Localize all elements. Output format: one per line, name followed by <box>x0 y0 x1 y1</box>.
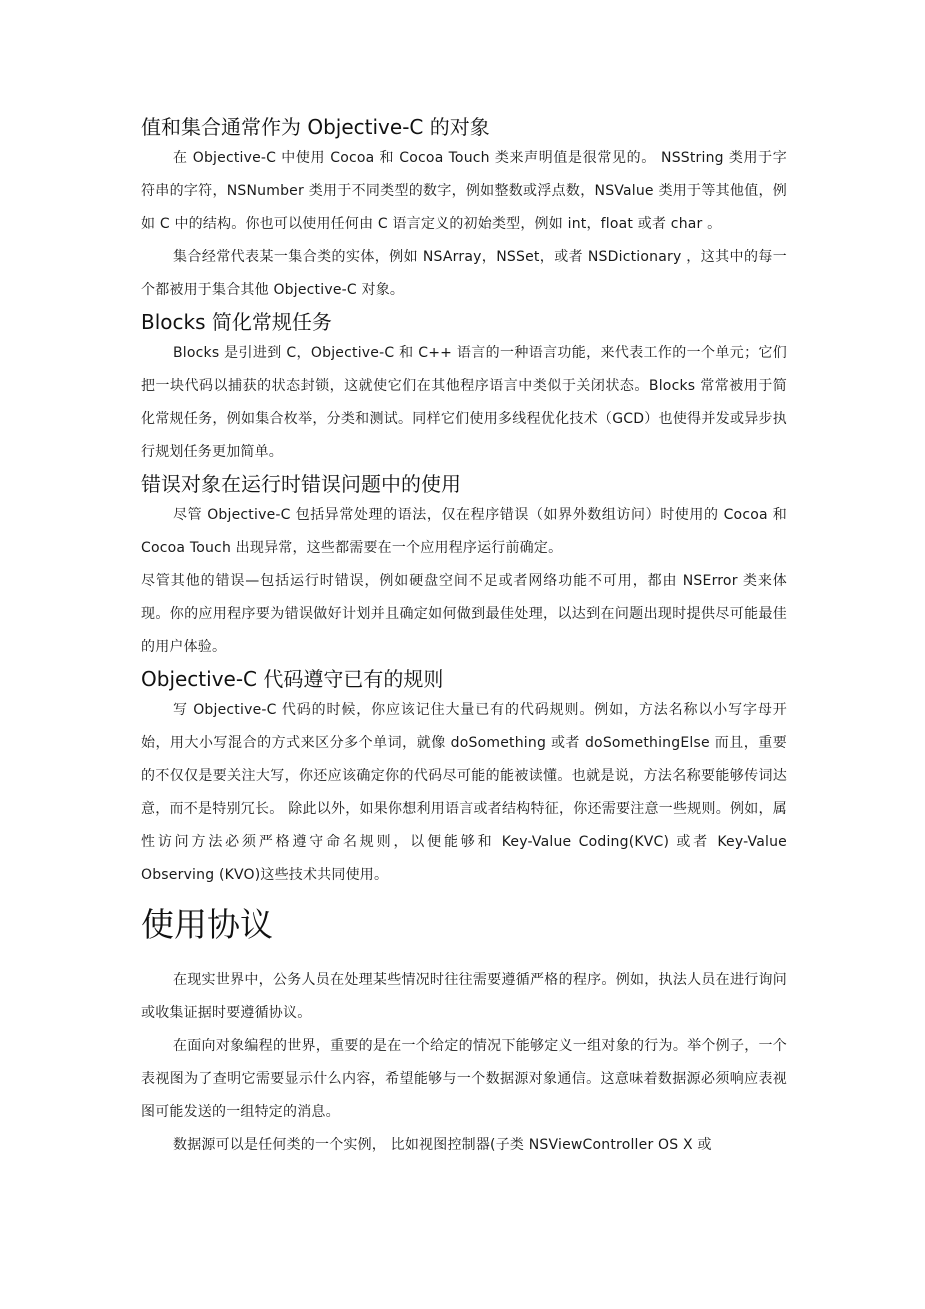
paragraph-conventions: 写 Objective-C 代码的时候，你应该记住大量已有的代码规则。例如，方法名称以小写字母开始，用大小写混合的方式来区分多个单词，就像 doSomething 或者 doSomethingElse 而且，重要的不仅仅是要关注大写，你还应该确定你的代码尽可能的能被读懂。也就是说，方法名称要能够传词达意，而不是特别冗长。 除此以外，如果你想利用语言或者结构特征，你还需要注意一些规则。例如，属性访问方法必须严格遵守命名规则，以便能够和 Key-Value Coding(KVC) 或者 Key-Value Observing (KVO)这些技术共同使用。 <box>141 702 787 883</box>
section-heading-error-objects: 错误对象在运行时错误问题中的使用 <box>141 472 461 496</box>
paragraph-values: 在 Objective-C 中使用 Cocoa 和 Cocoa Touch 类来声明值是很常见的。 NSString 类用于字符串的字符，NSNumber 类用于不同类型的数字，例如整数或浮点数，NSValue 类用于等其他值，例如 C 中的结构。你也可以使用任何由 C 语言定义的初始类型，例如 int，float 或者 char 。 <box>141 150 787 232</box>
paragraph-nserror: 尽管其他的错误—包括运行时错误，例如硬盘空间不足或者网络功能不可用，都由 NSError 类来体现。你的应用程序要为错误做好计划并且确定如何做到最佳处理，以达到在问题出现时提供尽可能最佳的用户体验。 <box>141 573 787 655</box>
paragraph-data-source: 数据源可以是任何类的一个实例， 比如视图控制器(子类 NSViewController OS X 或 <box>173 1137 712 1153</box>
paragraph-real-world: 在现实世界中，公务人员在处理某些情况时往往需要遵循严格的程序。例如，执法人员在进行询问或收集证据时要遵循协议。 <box>141 972 787 1021</box>
paragraph-blocks: Blocks 是引进到 C，Objective-C 和 C++ 语言的一种语言功能，来代表工作的一个单元；它们把一块代码以捕获的状态封锁，这就使它们在其他程序语言中类似于关闭状态。Blocks 常常被用于简化常规任务，例如集合枚举，分类和测试。同样它们使用多线程优化技术（GCD）也使得并发或异步执行规划任务更加简单。 <box>141 345 787 460</box>
document-page <box>141 112 787 1162</box>
chapter-heading-protocols: 使用协议 <box>141 905 273 944</box>
section-heading-blocks: Blocks 简化常规任务 <box>141 310 332 334</box>
section-heading-values-collections: 值和集合通常作为 Objective-C 的对象 <box>141 115 490 139</box>
paragraph-exceptions: 尽管 Objective-C 包括异常处理的语法，仅在程序错误（如界外数组访问）时使用的 Cocoa 和 Cocoa Touch 出现异常，这些都需要在一个应用程序运行前确定。 <box>141 507 787 556</box>
section-heading-conventions: Objective-C 代码遵守已有的规则 <box>141 667 444 691</box>
paragraph-oop-world: 在面向对象编程的世界，重要的是在一个给定的情况下能够定义一组对象的行为。举个例子，一个表视图为了查明它需要显示什么内容，希望能够与一个数据源对象通信。这意味着数据源必须响应表视图可能发送的一组特定的消息。 <box>141 1038 787 1120</box>
paragraph-collections: 集合经常代表某一集合类的实体，例如 NSArray，NSSet，或者 NSDictionary ，这其中的每一个都被用于集合其他 Objective-C 对象。 <box>141 249 787 298</box>
